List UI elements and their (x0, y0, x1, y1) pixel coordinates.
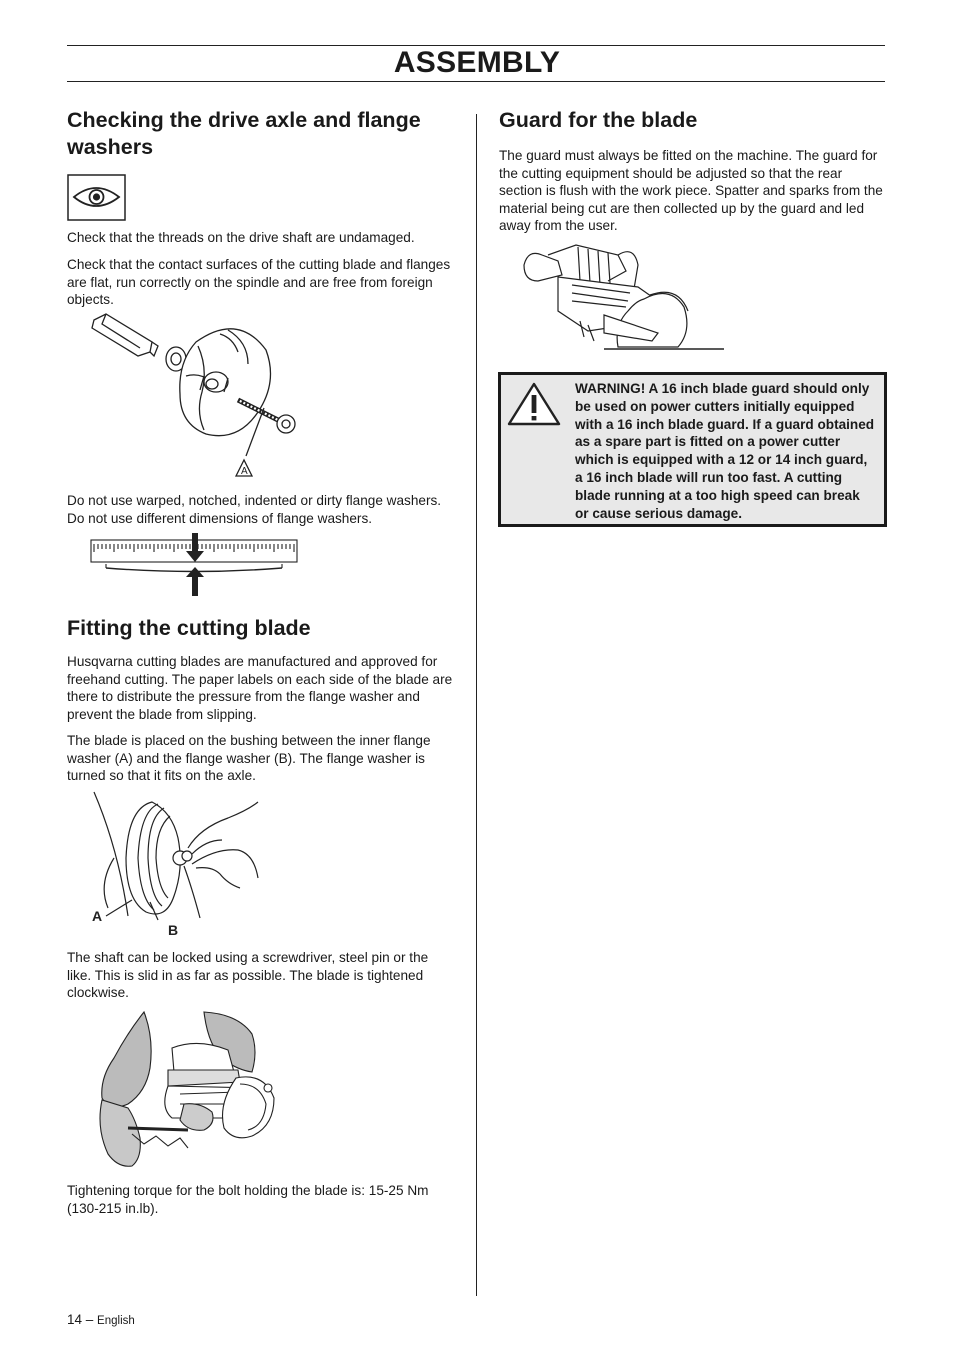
paragraph-threads: Check that the threads on the drive shaft are undamaged. (67, 230, 415, 245)
paragraph-warped-washers: Do not use warped, notched, indented or dirty flange washers. Do not use different dimensions of flange washers. (67, 493, 442, 526)
warning-text: WARNING! A 16 inch blade guard should only be used on power cutters initially equipped with a 16 inch blade guard. If a guard obtained as a spare part is fitted on a power cutter which is equipped with a 12 or 14 inch guard, a 16 inch blade will run too fast. A cutting blade running at a too high speed can break or cause serious damage. (575, 381, 875, 521)
blade-fitting-illustration (88, 788, 266, 938)
column-divider (476, 114, 477, 1296)
section-heading-fitting-blade: Fitting the cutting blade (67, 616, 311, 640)
warning-triangle-icon (506, 381, 562, 427)
warning-box (498, 372, 887, 527)
page-footer (67, 1312, 135, 1327)
paragraph-husqvarna-blades: Husqvarna cutting blades are manufactured and approved for freehand cutting. The paper labels on each side of the blade are there to distribute the pressure from the flange washer and prevent the blade from slipping. (67, 654, 453, 722)
blade-tightening-illustration (88, 1008, 280, 1170)
label-inner-flange-a: A (92, 908, 103, 924)
footer-language: English (97, 1315, 135, 1327)
flange-washer-illustration (88, 312, 308, 484)
section-heading-drive-axle: Checking the drive axle and flange washers (67, 108, 421, 159)
section-heading-guard: Guard for the blade (499, 108, 698, 132)
paragraph-blade-placement: The blade is placed on the bushing between the inner flange washer (A) and the flange washer (B). The flange washer is turned so that it fits on the axle. (67, 733, 431, 784)
header-rule-bottom (67, 81, 885, 82)
power-cutter-guard-illustration (518, 241, 728, 353)
eye-icon (67, 174, 126, 221)
paragraph-shaft-lock: The shaft can be locked using a screwdriver, steel pin or the like. This is slid in as far as possible. The blade is tightened clockwise. (67, 950, 429, 1001)
page-number: 14 – (67, 1312, 94, 1327)
page-title: ASSEMBLY (393, 46, 561, 79)
paragraph-tightening-torque: Tightening torque for the bolt holding the blade is: 15-25 Nm (130-215 in.lb). (67, 1183, 429, 1216)
label-flange-washer-b: B (168, 922, 179, 938)
paragraph-contact-surfaces: Check that the contact surfaces of the cutting blade and flanges are flat, run correctly on the spindle and are free from foreign objects. (67, 257, 451, 308)
paragraph-guard: The guard must always be fitted on the machine. The guard for the cutting equipment should be adjusted so that the rear section is flush with the work piece. Spatter and sparks from the material being cut are then collected up by the guard and led away from the user. (499, 148, 883, 234)
flatness-check-illustration (88, 531, 300, 599)
figure-label-a: A (241, 466, 248, 477)
